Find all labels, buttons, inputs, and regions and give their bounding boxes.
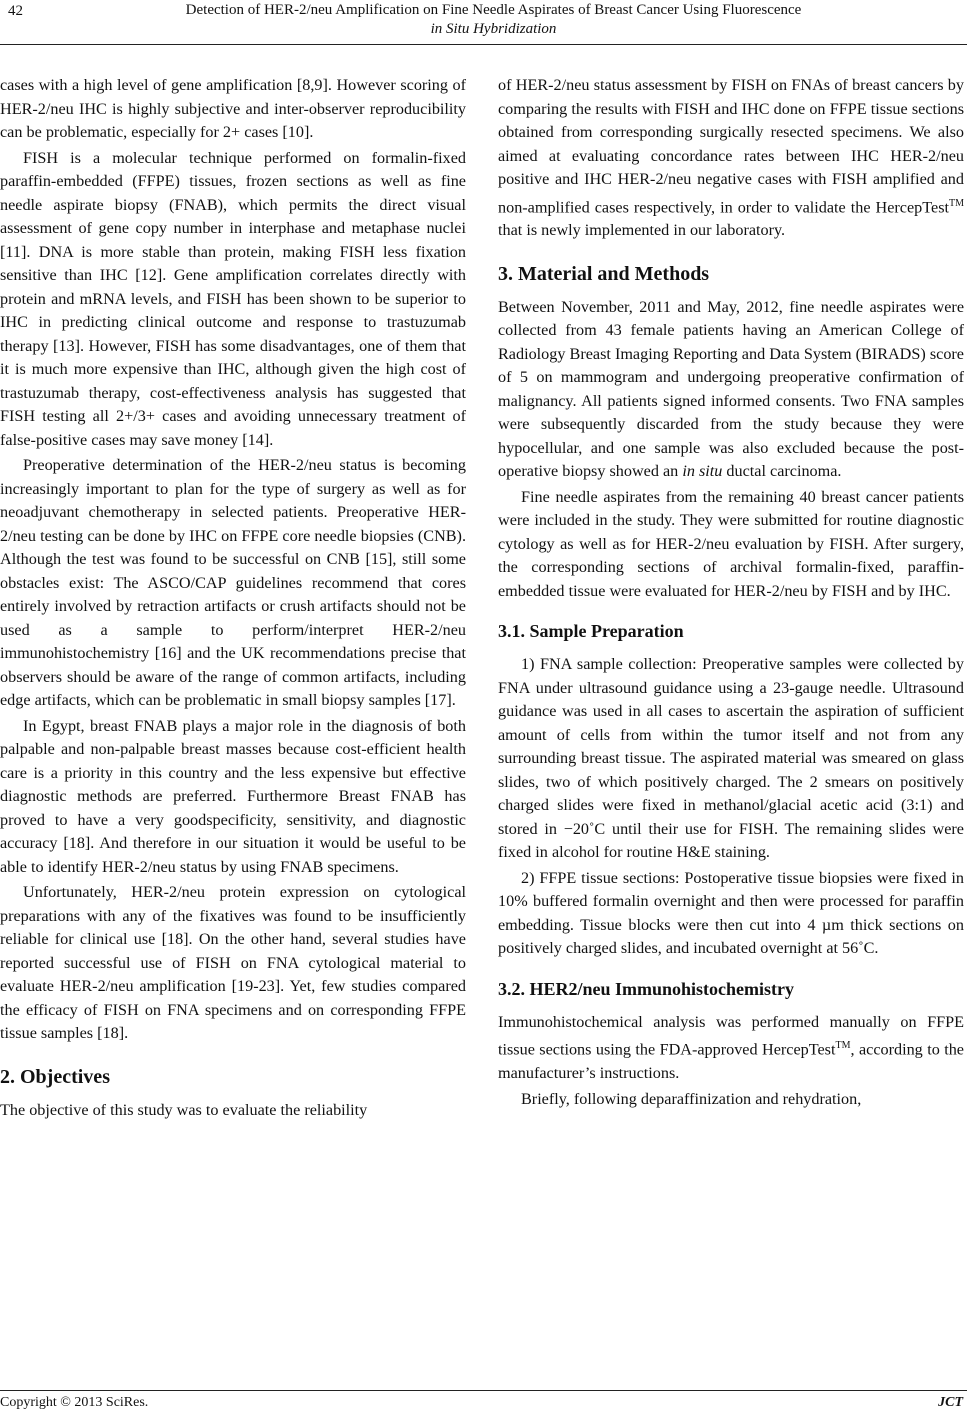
- running-head-italic: in Situ Hybridization: [430, 21, 557, 37]
- section-heading-objectives: 2. Objectives: [0, 1065, 110, 1088]
- italic-text: in situ: [682, 462, 723, 481]
- journal-abbreviation: JCT: [938, 1395, 963, 1410]
- subsection-heading-ihc: 3.2. HER2/neu Immunohistochemistry: [498, 978, 795, 999]
- paragraph: 2) FFPE tissue sections: Postoperative tissue biopsies were fixed in 10% buffered formalin overnight and then were processed for paraffin embedding. Tissue blocks were then cut into 4 µm thick sections on positively charged slides, and incubated overnight at 56˚C.: [498, 868, 964, 958]
- running-head-line1: Detection of HER-2/neu Amplification on Fine Needle Aspirates of Breast Cancer Using Fluorescence: [185, 2, 802, 18]
- right-column: [498, 74, 964, 1113]
- text-run: Between November, 2011 and May, 2012, fine needle aspirates were collected from 43 female patients having an American College of Radiology Breast Imaging Reporting and Data System (BIRADS) score of 5 on mammogram and undergoing preoperative confirmation of malignancy. All patients signed informed consents. Two FNA samples were subsequently discarded from the study because they were hypocellular, and one sample was also excluded because the post-operative biopsy showed an: [498, 297, 964, 481]
- left-column: [0, 74, 466, 1124]
- paragraph: FISH is a molecular technique performed on formalin-fixed paraffin-embedded (FFPE) tissues, frozen sections as well as fine needle aspirate biopsy (FNAB), which permits the direct visual assessment of gene copy number in interphase and metaphase nuclei [11]. DNA is more stable than protein, making FISH less fixation sensitive than IHC [12]. Gene amplification correlates directly with protein and mRNA levels, and FISH has been shown to be superior to IHC in predicting clinical outcome and response to trastuzumab therapy [13]. However, FISH has some disadvantages, one of them that it is much more expensive than IHC, although given the high cost of trastuzumab therapy, cost-effectiveness analysis has suggested that FISH testing all 2+/3+ cases and avoiding unnecessary treatment of false-positive cases may save money [14].: [0, 148, 466, 449]
- running-head: [60, 1, 927, 39]
- paragraph: Preoperative determination of the HER-2/neu status is becoming increasingly important to plan for the type of surgery as well as for neoadjuvant chemotherapy in selected patients. Preoperative HER-2/neu testing can be done by IHC on FFPE core needle biopsies (CNB). Although the test was found to be successful on CNB [15], still some obstacles exist: The ASCO/CAP guidelines recommend that cores entirely involved by retraction artifacts or crush artifacts should not be used as a sample to perform/interpret HER-2/neu immunohistochemistry [16] and the UK recommendations precise that observers should be aware of the range of common artifacts, including edge artifacts, which can be problematic in small biopsy samples [17].: [0, 456, 466, 709]
- paragraph: Unfortunately, HER-2/neu protein expression on cytological preparations with any of the fixatives was found to be insufficiently reliable for clinical use [18]. On the other hand, several studies have reported successful use of FISH on FNA cytological material to evaluate HER-2/neu amplification [19-23]. Yet, few studies compared the efficacy of FISH on FNA specimens and on corresponding FFPE tissue samples [18].: [0, 883, 466, 1042]
- text-run: , according to the manufacturer’s instructions.: [498, 1040, 964, 1083]
- paragraph: Briefly, following deparaffinization and rehydration,: [521, 1089, 862, 1108]
- trademark-superscript: TM: [949, 197, 964, 209]
- paragraph: The objective of this study was to evaluate the reliability: [0, 1100, 368, 1119]
- subsection-heading-sample-preparation: 3.1. Sample Preparation: [498, 621, 684, 642]
- footer-divider: [0, 1390, 967, 1391]
- text-run: Immunohistochemical analysis was performed manually on FFPE tissue sections using the FDA-approved HercepTest: [498, 1012, 964, 1059]
- text-run: of HER-2/neu status assessment by FISH on FNAs of breast cancers by comparing the results with FISH and IHC done on FFPE tissue sections obtained from corresponding surgically resected specimens. We also aimed at evaluating concordance rates between IHC HER-2/neu positive and IHC HER-2/neu negative cases with FISH amplified and non-amplified cases respectively, in order to validate the HercepTest: [498, 76, 964, 216]
- paragraph: cases with a high level of gene amplification [8,9]. However scoring of HER-2/neu IHC is highly subjective and inter-observer reproducibility can be problematic, especially for 2+ cases [10].: [0, 76, 466, 141]
- paragraph: [498, 1011, 964, 1086]
- copyright-notice: Copyright © 2013 SciRes.: [0, 1395, 149, 1410]
- section-heading-methods: 3. Material and Methods: [498, 262, 710, 285]
- running-head-line2: [60, 20, 927, 39]
- page-number: 42: [8, 3, 23, 19]
- text-run: that is newly implemented in our laboratory.: [498, 221, 786, 240]
- paragraph: Fine needle aspirates from the remaining 40 breast cancer patients were included in the study. They were submitted for routine diagnostic cytology as well as for HER-2/neu evaluation by FISH. After surgery, the corresponding sections of archival formalin-fixed, paraffin-embedded tissue were evaluated for HER-2/neu by FISH and by IHC.: [498, 487, 964, 600]
- paragraph: In Egypt, breast FNAB plays a major role in the diagnosis of both palpable and non-palpable breast masses because cost-efficient health care is a priority in this country and the less expensive but effective diagnostic methods are preferred. Furthermore Breast FNAB has proved to have a very goodspecificity, sensitivity, and diagnostic accuracy [18]. And therefore in our situation it would be useful to be able to identify HER-2/neu status by using FNAB specimens.: [0, 716, 466, 876]
- header-divider: [0, 44, 967, 45]
- paragraph: 1) FNA sample collection: Preoperative samples were collected by FNA under ultrasound guidance using a 23-gauge needle. Ultrasound guidance was used in all cases to ascertain the aspiration of sufficient amount of cells from within the tumor itself and not from any surrounding breast tissue. The aspirated material was smeared on glass slides, two of which positively charged. The 2 smears on positively charged slides were fixed in methanol/glacial acetic acid (3:1) and stored in −20˚C until their use for FISH. The remaining slides were fixed in alcohol for routine H&E staining.: [498, 655, 964, 862]
- paragraph: [498, 74, 964, 243]
- trademark-superscript: TM: [835, 1040, 851, 1052]
- paragraph: [498, 296, 964, 484]
- text-run: ductal carcinoma.: [722, 462, 842, 481]
